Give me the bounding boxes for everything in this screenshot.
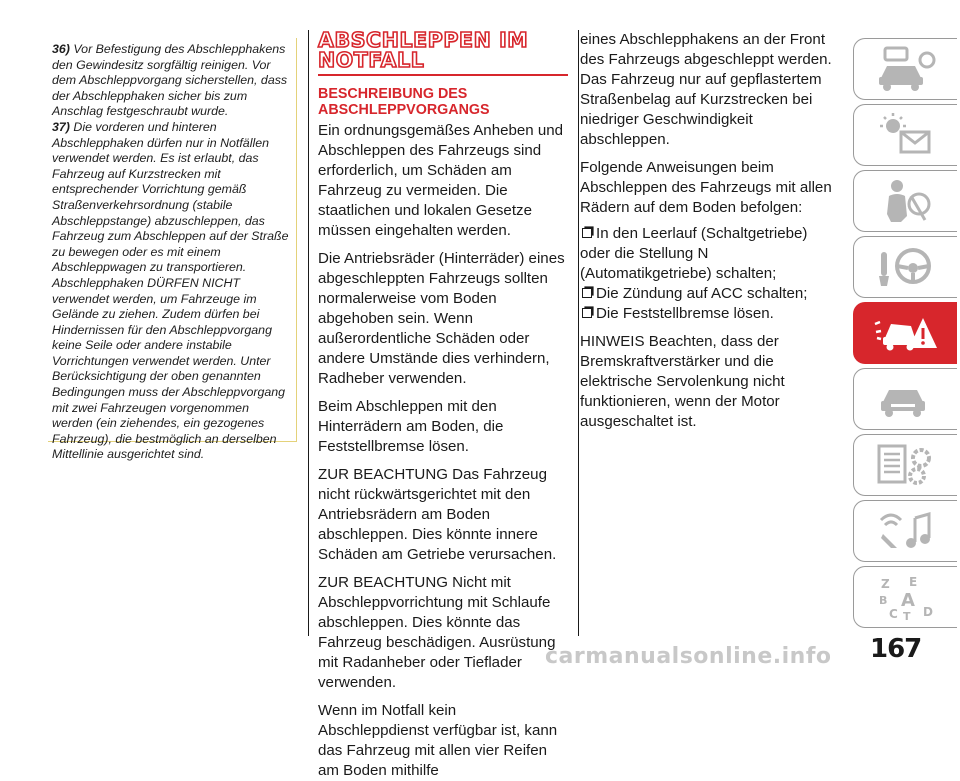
- page-number: 167: [870, 634, 922, 664]
- column-divider: [578, 30, 579, 636]
- svg-text:A: A: [900, 590, 915, 611]
- warning-notes: [48, 38, 297, 462]
- svg-text:C: C: [888, 607, 898, 621]
- chapter-tabs: [853, 38, 957, 632]
- tab-technical-data[interactable]: [853, 434, 957, 496]
- paragraph: Folgende Anweisungen beim Abschleppen des Fahrzeugs mit allen Rädern auf dem Boden befolgen:: [580, 159, 832, 216]
- list-item: In den Leerlauf (Schaltgetriebe) oder die Stellung N (Automatikgetriebe) schalten;: [580, 225, 808, 282]
- maintenance-icon: [871, 374, 941, 424]
- tab-warning-lights[interactable]: [853, 104, 957, 166]
- tab-driving[interactable]: [853, 236, 957, 298]
- bullet-icon: [582, 228, 592, 238]
- tab-car-info[interactable]: [853, 38, 957, 100]
- svg-text:T: T: [902, 610, 911, 623]
- paragraph: Die Antriebsräder (Hinterräder) eines abgeschleppten Fahrzeugs sollten normalerweise vom Boden abgehoben sein. Wenn außerordentliche Schäden oder andere Umstände dies verhindern, Radheber verwenden.: [318, 250, 565, 387]
- section-subtitle: BESCHREIBUNG DES ABSCHLEPPVORGANGS: [318, 86, 490, 118]
- svg-text:Z: Z: [880, 577, 890, 591]
- warning-36: 36) Vor Befestigung des Abschlepphakens den Gewindesitz sorgfältig reinigen. Vor dem Abschleppvorgang sicherstellen, dass der Abschlepphaken sicher bis zum Anschlag festgeschraubt wurde.: [52, 42, 288, 119]
- section-title: ABSCHLEPPEN IM NOTFALL: [318, 28, 529, 72]
- list-item: Die Feststellbremse lösen.: [580, 304, 836, 324]
- bullet-icon: [582, 288, 592, 298]
- multimedia-icon: [871, 506, 941, 556]
- middle-column: [318, 28, 568, 779]
- tab-emergency[interactable]: [853, 302, 957, 364]
- safety-icon: [871, 176, 941, 226]
- bullet-icon: [582, 308, 592, 318]
- right-column: [580, 30, 836, 440]
- tab-multimedia[interactable]: [853, 500, 957, 562]
- car-info-icon: [871, 44, 941, 94]
- note-paragraph: HINWEIS Beachten, dass der Bremskraftverstärker und die elektrische Servolenkung nicht funktionieren, wenn der Motor ausgeschaltet ist.: [580, 333, 785, 430]
- caution-paragraph: ZUR BEACHTUNG Nicht mit Abschleppvorrichtung mit Schlaufe abschleppen. Dies könnte das Fahrzeug beschädigen. Ausrüstung mit Radanheber oder Tieflader verwenden.: [318, 574, 556, 691]
- paragraph: eines Abschlepphakens an der Front des Fahrzeugs abgeschleppt werden. Das Fahrzeug nur auf gepflastertem Straßenbelag auf Kurzstrecken bei niedriger Geschwindigkeit abschleppen.: [580, 31, 832, 148]
- tab-index[interactable]: [853, 566, 957, 628]
- svg-text:B: B: [878, 594, 887, 607]
- warning-lights-icon: [871, 110, 941, 160]
- paragraph: Wenn im Notfall kein Abschleppdienst verfügbar ist, kann das Fahrzeug mit allen vier Reifen am Boden mithilfe: [318, 702, 558, 779]
- title-underline: [318, 74, 568, 76]
- watermark: carmanualsonline.info: [545, 644, 832, 669]
- driving-icon: [871, 242, 941, 292]
- technical-data-icon: [871, 440, 941, 490]
- paragraph: Ein ordnungsgemäßes Anheben und Abschleppen des Fahrzeugs sind erforderlich, um Schäden am Fahrzeug zu vermeiden. Die staatlichen und lokalen Gesetze müssen eingehalten werden.: [318, 122, 564, 239]
- paragraph: Beim Abschleppen mit den Hinterrädern am Boden, die Feststellbremse lösen.: [318, 398, 504, 455]
- emergency-icon: [871, 308, 941, 358]
- list-item: Die Zündung auf ACC schalten;: [580, 284, 836, 304]
- tab-maintenance[interactable]: [853, 368, 957, 430]
- caution-paragraph: ZUR BEACHTUNG Das Fahrzeug nicht rückwärtsgerichtet mit den Antriebsrädern am Boden abschleppen. Dies könnte innere Schäden am Getriebe verursachen.: [318, 466, 557, 563]
- warning-37: 37) Die vorderen und hinteren Abschlepphaken dürfen nur in Notfällen verwendet werden. Es ist erlaubt, das Fahrzeug auf Kurzstrecken mit entsprechender Vorrichtung gemäß Straßenverkehrsordnung (stabile Abschleppstange) abzuschleppen, das Fahrzeug zum Abschleppen auf der Straße zu bewegen oder es mit einem Abschleppwagen zu transportieren. Abschlepphaken DÜRFEN NICHT verwendet werden, um Fahrzeuge im Gelände zu ziehen. Zudem dürfen bei Hindernissen für den Abschleppvorgang keine Seile oder andere instabile Vorrichtungen verwendet werden. Unter Berücksichtigung der oben genannten Bedingungen muss der Abschleppvorgang mit zwei Fahrzeugen vorgenommen werden (ein ziehendes, ein gezogenes Fahrzeug), die bestmöglich an derselben Mittellinie ausgerichtet sind.: [52, 119, 289, 462]
- column-divider: [308, 30, 309, 636]
- svg-text:E: E: [908, 575, 917, 589]
- svg-text:D: D: [922, 605, 933, 619]
- tab-safety[interactable]: [853, 170, 957, 232]
- index-icon: [871, 572, 941, 622]
